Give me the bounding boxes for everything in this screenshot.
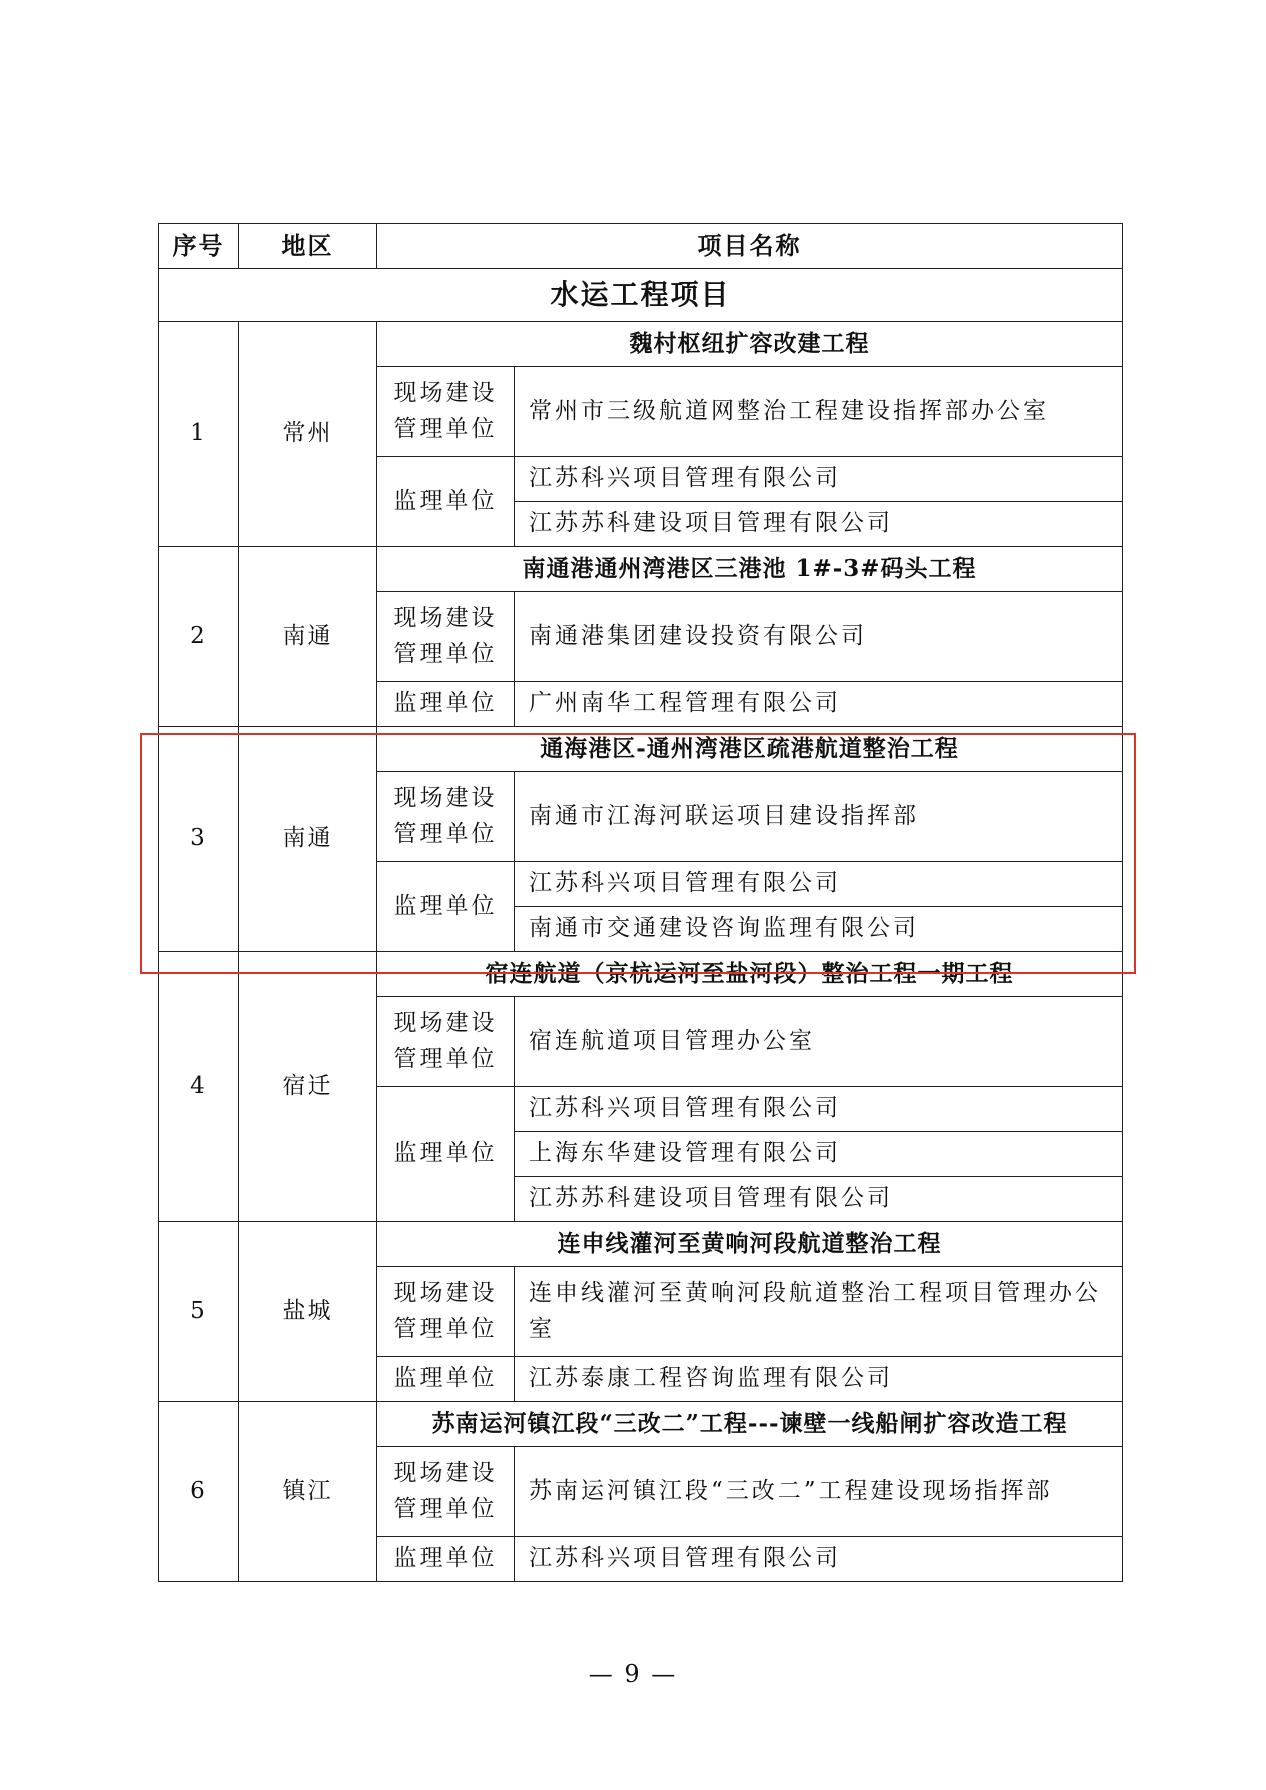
supervision-label: 监理单位 bbox=[377, 457, 515, 547]
project-seq: 5 bbox=[159, 1222, 239, 1402]
project-table bbox=[158, 223, 1123, 1582]
site-unit-value: 常州市三级航道网整治工程建设指挥部办公室 bbox=[515, 367, 1123, 457]
header-region: 地区 bbox=[239, 224, 377, 269]
header-project: 项目名称 bbox=[377, 224, 1123, 269]
project-row bbox=[159, 952, 1123, 997]
header-seq: 序号 bbox=[159, 224, 239, 269]
supervision-unit-value: 南通市交通建设咨询监理有限公司 bbox=[515, 907, 1123, 952]
project-region: 南通 bbox=[239, 547, 377, 727]
project-name: 南通港通州湾港区三港池 1#-3#码头工程 bbox=[377, 547, 1123, 592]
page-number: — 9 — bbox=[588, 1660, 678, 1688]
site-unit-label-line1: 现场建设 bbox=[393, 604, 498, 631]
site-unit-label bbox=[377, 1267, 515, 1357]
project-name: 通海港区-通州湾港区疏港航道整治工程 bbox=[377, 727, 1123, 772]
project-region: 宿迁 bbox=[239, 952, 377, 1222]
project-row bbox=[159, 1402, 1123, 1447]
supervision-unit-value: 江苏泰康工程咨询监理有限公司 bbox=[515, 1357, 1123, 1402]
project-region: 常州 bbox=[239, 322, 377, 547]
site-unit-label bbox=[377, 592, 515, 682]
site-unit-label-line2: 管理单位 bbox=[393, 820, 498, 847]
project-seq: 4 bbox=[159, 952, 239, 1222]
site-unit-label-line1: 现场建设 bbox=[393, 1279, 498, 1306]
supervision-unit-value: 江苏苏科建设项目管理有限公司 bbox=[515, 502, 1123, 547]
site-unit-label-line2: 管理单位 bbox=[393, 1315, 498, 1342]
site-unit-label-line1: 现场建设 bbox=[393, 784, 498, 811]
project-seq: 3 bbox=[159, 727, 239, 952]
project-region: 盐城 bbox=[239, 1222, 377, 1402]
supervision-label: 监理单位 bbox=[377, 862, 515, 952]
site-unit-label-line2: 管理单位 bbox=[393, 640, 498, 667]
site-unit-label-line1: 现场建设 bbox=[393, 379, 498, 406]
section-row bbox=[159, 269, 1123, 322]
project-name: 魏村枢纽扩容改建工程 bbox=[377, 322, 1123, 367]
supervision-unit-value: 广州南华工程管理有限公司 bbox=[515, 682, 1123, 727]
supervision-unit-value: 江苏苏科建设项目管理有限公司 bbox=[515, 1177, 1123, 1222]
site-unit-label-line2: 管理单位 bbox=[393, 415, 498, 442]
site-unit-label bbox=[377, 367, 515, 457]
site-unit-label-line2: 管理单位 bbox=[393, 1495, 498, 1522]
site-unit-label-line1: 现场建设 bbox=[393, 1459, 498, 1486]
site-unit-value: 南通市江海河联运项目建设指挥部 bbox=[515, 772, 1123, 862]
site-unit-value: 苏南运河镇江段“三改二”工程建设现场指挥部 bbox=[515, 1447, 1123, 1537]
supervision-unit-value: 江苏科兴项目管理有限公司 bbox=[515, 457, 1123, 502]
site-unit-label-line1: 现场建设 bbox=[393, 1009, 498, 1036]
site-unit-value: 宿连航道项目管理办公室 bbox=[515, 997, 1123, 1087]
project-region: 南通 bbox=[239, 727, 377, 952]
supervision-unit-value: 江苏科兴项目管理有限公司 bbox=[515, 1537, 1123, 1582]
supervision-label: 监理单位 bbox=[377, 682, 515, 727]
project-row bbox=[159, 727, 1123, 772]
supervision-label: 监理单位 bbox=[377, 1357, 515, 1402]
project-name: 宿连航道（京杭运河至盐河段）整治工程一期工程 bbox=[377, 952, 1123, 997]
supervision-label: 监理单位 bbox=[377, 1087, 515, 1222]
project-name: 苏南运河镇江段“三改二”工程---谏壁一线船闸扩容改造工程 bbox=[377, 1402, 1123, 1447]
supervision-unit-value: 江苏科兴项目管理有限公司 bbox=[515, 1087, 1123, 1132]
project-row bbox=[159, 547, 1123, 592]
project-row bbox=[159, 1222, 1123, 1267]
project-region: 镇江 bbox=[239, 1402, 377, 1582]
supervision-unit-value: 上海东华建设管理有限公司 bbox=[515, 1132, 1123, 1177]
project-seq: 1 bbox=[159, 322, 239, 547]
project-seq: 6 bbox=[159, 1402, 239, 1582]
site-unit-label bbox=[377, 772, 515, 862]
site-unit-label bbox=[377, 1447, 515, 1537]
site-unit-value: 连申线灌河至黄响河段航道整治工程项目管理办公室 bbox=[515, 1267, 1123, 1357]
project-name: 连申线灌河至黄响河段航道整治工程 bbox=[377, 1222, 1123, 1267]
site-unit-value: 南通港集团建设投资有限公司 bbox=[515, 592, 1123, 682]
site-unit-label-line2: 管理单位 bbox=[393, 1045, 498, 1072]
project-seq: 2 bbox=[159, 547, 239, 727]
section-title: 水运工程项目 bbox=[159, 269, 1123, 322]
header-row bbox=[159, 224, 1123, 269]
project-row bbox=[159, 322, 1123, 367]
supervision-label: 监理单位 bbox=[377, 1537, 515, 1582]
site-unit-label bbox=[377, 997, 515, 1087]
supervision-unit-value: 江苏科兴项目管理有限公司 bbox=[515, 862, 1123, 907]
